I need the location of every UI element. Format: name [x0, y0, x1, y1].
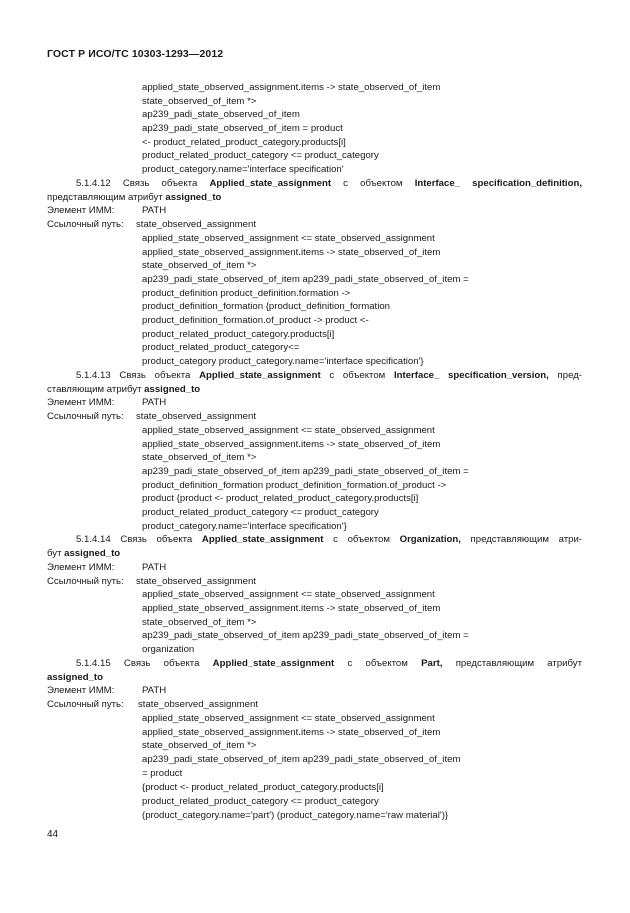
element-value: PATH	[142, 685, 167, 696]
path-line: product_category.name='interface specification'	[142, 164, 344, 175]
path-line: = product	[142, 768, 183, 779]
path-line: {product <- product_related_product_category.products[i]	[142, 782, 384, 793]
path-line: product_category.name='interface specification'}	[142, 521, 347, 532]
path-line: (product_category.name='part') (product_category.name='raw material')}	[142, 810, 449, 821]
path-line: product_definition_formation product_definition_formation.of_product ->	[142, 480, 447, 491]
path-line: state_observed_of_item *>	[142, 96, 257, 107]
path-line: product_category product_category.name='interface specification'}	[142, 356, 424, 367]
section-heading: 5.1.4.12 Связь объекта Applied_state_assignment с объектом Interface_ specification_definition,	[76, 178, 582, 189]
ref-path-label: Ссылочный путь:	[47, 219, 124, 230]
path-line: ap239_padi_state_observed_of_item	[142, 109, 300, 120]
element-value: PATH	[142, 562, 167, 573]
ref-path-label: Ссылочный путь:	[47, 699, 124, 710]
path-line: ap239_padi_state_observed_of_item ap239_padi_state_observed_of_item =	[142, 466, 469, 477]
path-line: applied_state_observed_assignment.items -> state_observed_of_item	[142, 603, 441, 614]
path-line: product_related_product_category.products[i]	[142, 329, 335, 340]
path-line: state_observed_of_item *>	[142, 617, 257, 628]
path-line: <- product_related_product_category.products[i]	[142, 137, 346, 148]
path-line: ap239_padi_state_observed_of_item ap239_padi_state_observed_of_item	[142, 754, 461, 765]
section-heading-cont: assigned_to	[47, 672, 103, 683]
element-label: Элемент ИММ:	[47, 397, 115, 408]
path-line: applied_state_observed_assignment.items -> state_observed_of_item	[142, 727, 441, 738]
element-label: Элемент ИММ:	[47, 205, 115, 216]
path-line: state_observed_assignment	[136, 219, 256, 230]
path-line: ap239_padi_state_observed_of_item ap239_padi_state_observed_of_item =	[142, 630, 469, 641]
page-number: 44	[47, 829, 59, 840]
path-line: product_related_product_category <= product_category	[142, 796, 379, 807]
document-header: ГОСТ Р ИСО/ТС 10303-1293—2012	[47, 48, 224, 60]
path-line: state_observed_of_item *>	[142, 740, 257, 751]
path-line: state_observed_assignment	[138, 699, 258, 710]
path-line: product {product <- product_related_product_category.products[i]	[142, 493, 419, 504]
section-heading-cont: ставляющим атрибут assigned_to	[47, 384, 201, 395]
path-line: state_observed_assignment	[136, 411, 256, 422]
path-line: applied_state_observed_assignment.items -> state_observed_of_item	[142, 247, 441, 258]
path-line: applied_state_observed_assignment <= state_observed_assignment	[142, 233, 435, 244]
element-value: PATH	[142, 205, 167, 216]
element-label: Элемент ИММ:	[47, 685, 115, 696]
section-heading-cont: бут assigned_to	[47, 548, 121, 559]
path-line: product_related_product_category <= product_category	[142, 150, 379, 161]
ref-path-label: Ссылочный путь:	[47, 576, 124, 587]
ref-path-label: Ссылочный путь:	[47, 411, 124, 422]
path-line: applied_state_observed_assignment <= state_observed_assignment	[142, 425, 435, 436]
element-value: PATH	[142, 397, 167, 408]
path-line: product_definition product_definition.formation ->	[142, 288, 351, 299]
path-line: state_observed_of_item *>	[142, 260, 257, 271]
path-line: organization	[142, 644, 195, 655]
path-line: product_definition_formation.of_product -> product <-	[142, 315, 369, 326]
element-label: Элемент ИММ:	[47, 562, 115, 573]
path-line: applied_state_observed_assignment <= state_observed_assignment	[142, 713, 435, 724]
path-line: applied_state_observed_assignment.items -> state_observed_of_item	[142, 82, 441, 93]
section-heading: 5.1.4.13 Связь объекта Applied_state_assignment с объектом Interface_ specification_version, пред-	[76, 370, 582, 381]
path-line: applied_state_observed_assignment.items -> state_observed_of_item	[142, 439, 441, 450]
path-line: product_related_product_category <= product_category	[142, 507, 379, 518]
section-heading-cont: представляющим атрибут assigned_to	[47, 192, 222, 203]
path-line: ap239_padi_state_observed_of_item = product	[142, 123, 343, 134]
path-line: product_definition_formation {product_definition_formation	[142, 301, 390, 312]
path-line: state_observed_assignment	[136, 576, 256, 587]
section-heading: 5.1.4.15 Связь объекта Applied_state_assignment с объектом Part, представляющим атрибут	[76, 658, 582, 669]
path-line: applied_state_observed_assignment <= state_observed_assignment	[142, 589, 435, 600]
path-line: ap239_padi_state_observed_of_item ap239_padi_state_observed_of_item =	[142, 274, 469, 285]
path-line: product_related_product_category<=	[142, 342, 300, 353]
path-line: state_observed_of_item *>	[142, 452, 257, 463]
section-heading: 5.1.4.14 Связь объекта Applied_state_assignment с объектом Organization, представляющим атри-	[76, 534, 583, 545]
